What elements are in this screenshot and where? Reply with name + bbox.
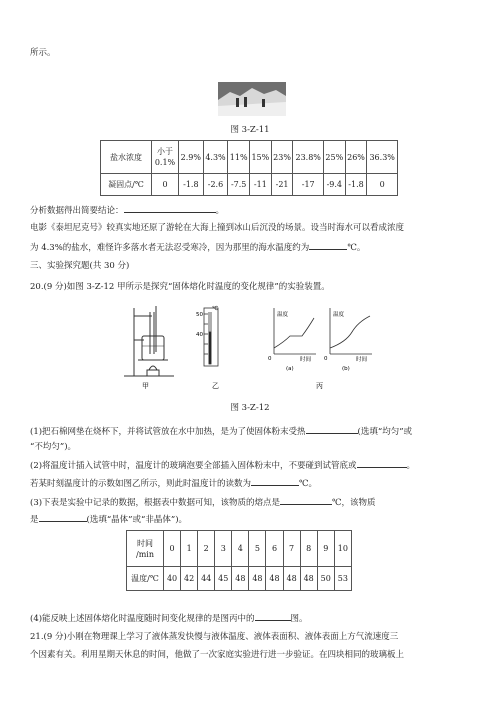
q20-part2-cont: 若某时刻温度计的示数如图乙所示，则此时温度计的读数为 ℃。 <box>30 476 317 490</box>
melting-row-label: 时间 /min <box>127 531 164 567</box>
melting-cell: 48 <box>249 567 266 591</box>
salt-row-label: 盐水浓度 <box>101 141 152 174</box>
melting-cell: 7 <box>283 531 300 567</box>
melting-cell: 0 <box>164 531 181 567</box>
graph-a-ylabel: 温度 <box>277 312 289 318</box>
melting-table <box>126 530 352 591</box>
melting-cell: 3 <box>215 531 232 567</box>
salt-cell: 26% <box>345 141 367 174</box>
melting-cell: 53 <box>334 567 351 591</box>
melting-cell: 9 <box>317 531 334 567</box>
melting-cell: 48 <box>300 567 317 591</box>
salt-cell: -1.8 <box>179 174 204 196</box>
salt-cell: -7.5 <box>228 174 250 196</box>
melting-cell: 45 <box>215 567 232 591</box>
melting-cell: 8 <box>300 531 317 567</box>
q21-line-2: 个因素有关。利用星期天休息的时间，他做了一次家庭实验进行进一步验证。在四块相同的玻璃板上 <box>30 650 405 660</box>
iceberg-photo <box>218 82 286 116</box>
q20-part1: (1)把石棉网垫在烧杯下，并将试管放在水中加热，是为了使固体粉末受热 (选填“均匀”或 <box>30 424 412 438</box>
melting-cell: 48 <box>266 567 283 591</box>
label-bing: 丙 <box>316 382 323 390</box>
graph-a-origin: 0 <box>268 356 272 362</box>
thermo-tick: 40 <box>196 332 203 338</box>
thermometer <box>204 308 218 366</box>
titanic-line-1: 电影《泰坦尼克号》较真实地还原了游轮在大海上撞到冰山后沉没的场景。设当时海水可以看成浓度 <box>30 223 405 233</box>
melting-cell: 40 <box>164 567 181 591</box>
salt-cell: -9.4 <box>323 174 345 196</box>
answer-blank[interactable] <box>251 476 299 486</box>
q20-part2: (2)将温度计插入试管中时，温度计的玻璃泡要全部插入固体粉末中，不要碰到试管底或 。 <box>30 458 415 472</box>
salt-cell: -11 <box>250 174 272 196</box>
salt-cell: 15% <box>250 141 272 174</box>
q20-part1-cont: “不均匀”)。 <box>30 442 77 452</box>
graph-a-label: (a) <box>286 366 294 372</box>
graph-b-origin: 0 <box>324 356 328 362</box>
answer-blank[interactable] <box>124 203 216 213</box>
melting-cell: 42 <box>181 567 198 591</box>
salt-cell: 25% <box>323 141 345 174</box>
melting-cell: 2 <box>198 531 215 567</box>
fig12-diagram <box>120 302 390 394</box>
thermo-unit: ℃ <box>212 306 219 312</box>
q20-part4: (4)能反映上述固体熔化时温度随时间变化规律的是图丙中的 图。 <box>30 611 308 625</box>
salt-cell: 2.9% <box>179 141 204 174</box>
thermo-tick: 50 <box>196 312 203 318</box>
melting-row-label: 温度/℃ <box>127 567 164 591</box>
salt-cell: 36.3% <box>367 141 398 174</box>
salt-cell: 23% <box>271 141 293 174</box>
graph-b-xlabel: 时间 <box>356 357 368 363</box>
melting-cell: 48 <box>232 567 249 591</box>
answer-blank[interactable] <box>255 611 291 621</box>
melting-cell: 10 <box>334 531 351 567</box>
graph-b-label: (b) <box>342 366 350 372</box>
melting-cell: 50 <box>317 567 334 591</box>
melting-cell: 44 <box>198 567 215 591</box>
answer-blank[interactable] <box>309 240 347 250</box>
salt-cell: 11% <box>228 141 250 174</box>
intro-text: 所示。 <box>30 48 56 58</box>
fig12-caption: 图 3-Z-12 <box>230 403 270 413</box>
analysis-line: 分析数据得出简要结论： 。 <box>30 203 224 217</box>
graph-a-xlabel: 时间 <box>300 357 312 363</box>
q20-part3: (3)下表是实验中记录的数据，根据表中数据可知，该物质的熔点是 ℃，该物质 <box>30 495 376 509</box>
salt-row-label: 凝固点/℃ <box>101 174 152 196</box>
graph-b-ylabel: 温度 <box>333 312 345 318</box>
melting-cell: 48 <box>283 567 300 591</box>
q20-intro: 20.(9 分)如图 3-Z-12 甲所示是探究“固体熔化时温度的变化规律”的实验装置。 <box>30 282 330 292</box>
heating-apparatus <box>124 306 174 376</box>
salt-cell: -2.6 <box>203 174 228 196</box>
melting-cell: 6 <box>266 531 283 567</box>
salt-cell: -21 <box>271 174 293 196</box>
salt-cell: 23.8% <box>293 141 324 174</box>
label-yi: 乙 <box>212 382 219 390</box>
salt-table <box>100 140 398 196</box>
answer-blank[interactable] <box>357 458 407 468</box>
answer-blank[interactable] <box>280 495 332 505</box>
salt-cell: 0 <box>152 174 179 196</box>
q20-part3-cont: 是 (选填“晶体”或“非晶体”)。 <box>30 512 187 526</box>
melting-cell: 1 <box>181 531 198 567</box>
salt-cell: 4.3% <box>203 141 228 174</box>
q21-line-1: 21.(9 分)小刚在物理课上学习了液体蒸发快慢与液体温度、液体表面积、液体表面上方气流速度三 <box>30 632 399 642</box>
salt-cell: -17 <box>293 174 324 196</box>
salt-cell: -1.8 <box>345 174 367 196</box>
melting-cell: 4 <box>232 531 249 567</box>
answer-blank[interactable] <box>306 424 358 434</box>
salt-cell: 小于 0.1% <box>152 141 179 174</box>
label-jia: 甲 <box>142 382 149 390</box>
answer-blank[interactable] <box>39 512 87 522</box>
fig11-caption: 图 3-Z-11 <box>230 125 270 135</box>
section-heading: 三、实验探究题(共 30 分) <box>30 261 130 271</box>
titanic-line-2: 为 4.3%的盐水，难怪许多落水者无法忍受寒冷，因为那里的海水温度约为 ℃。 <box>30 240 365 254</box>
melting-cell: 5 <box>249 531 266 567</box>
salt-cell: 0 <box>367 174 398 196</box>
